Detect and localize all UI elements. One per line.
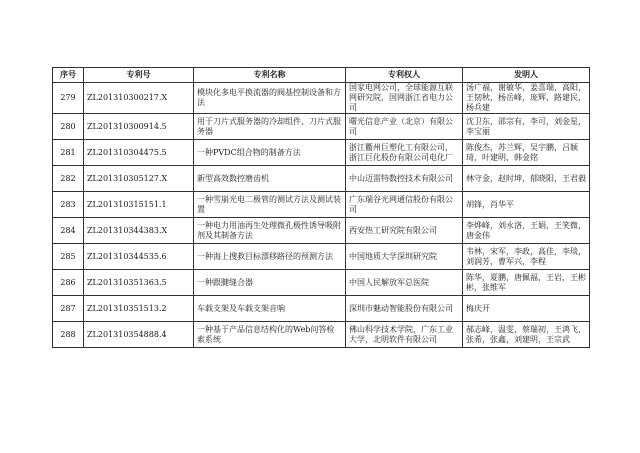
row-inventor: 胡锋，肖华平 <box>463 192 590 218</box>
row-inventor: 梅庆开 <box>463 296 590 322</box>
table-row <box>53 218 590 244</box>
row-owner: 中国地质大学深圳研究院 <box>346 244 463 270</box>
row-inventor: 李烨峰，刘永洛，王娟，王笑微，唐金伟 <box>463 218 590 244</box>
row-no: 279 <box>53 83 84 114</box>
row-patent-name: 用于刀片式服务器的冷却组件、刀片式服务器 <box>194 114 346 140</box>
row-patent-id: ZL201310304475.5 <box>84 140 194 166</box>
header-patent-id: 专利号 <box>84 68 194 83</box>
row-patent-id: ZL201310351363.5 <box>84 270 194 296</box>
row-patent-id: ZL201310305127.X <box>84 166 194 192</box>
row-owner: 西安热工研究院有限公司 <box>346 218 463 244</box>
row-patent-name: 模块化多电平换流器的阀基控制设备和方法 <box>194 83 346 114</box>
table-row <box>53 140 590 166</box>
row-patent-name: 一种基于产品信息结构化的Web问答检索系统 <box>194 322 346 348</box>
table-row <box>53 322 590 348</box>
row-owner: 佛山科学技术学院，广东工业大学，北明软件有限公司 <box>346 322 463 348</box>
row-no: 281 <box>53 140 84 166</box>
row-inventor: 韦林，宋军，李政，高佳，李琰，刘润芳，曹军兴，李程 <box>463 244 590 270</box>
row-patent-name: 一种跟腱缝合器 <box>194 270 346 296</box>
table-header-row <box>53 68 590 83</box>
header-inventor: 发明人 <box>463 68 590 83</box>
row-owner: 国家电网公司，全球能源互联网研究院，国网浙江省电力公司 <box>346 83 463 114</box>
row-owner: 曙光信息产业（北京）有限公司 <box>346 114 463 140</box>
row-no: 283 <box>53 192 84 218</box>
row-no: 284 <box>53 218 84 244</box>
row-patent-name: 一种海上搜救目标漂移路径的预测方法 <box>194 244 346 270</box>
row-inventor: 汤广福，谢敏华，姜喜瑞，高阳，王韧秋，杨岳峰，庞辉，路建民，杨兵建 <box>463 83 590 114</box>
row-no: 287 <box>53 296 84 322</box>
row-patent-id: ZL201310344535.6 <box>84 244 194 270</box>
row-owner: 广东瑞谷光网通信股份有限公司 <box>346 192 463 218</box>
row-inventor: 陈俊杰，苏兰辉，吴宇鹏，吕颖琦，叶建明，韩金铭 <box>463 140 590 166</box>
table-row <box>53 296 590 322</box>
row-patent-name: 一种电力用油再生处理微孔极性诱导吸附剂及其制备方法 <box>194 218 346 244</box>
row-inventor: 林守金，赵时坤，郁晓阳，王君毅 <box>463 166 590 192</box>
table-row <box>53 166 590 192</box>
table-row <box>53 114 590 140</box>
row-owner: 中山迈雷特数控技术有限公司 <box>346 166 463 192</box>
table-row <box>53 192 590 218</box>
row-patent-id: ZL201310315151.1 <box>84 192 194 218</box>
row-patent-id: ZL201310300914.5 <box>84 114 194 140</box>
row-patent-id: ZL201310344383.X <box>84 218 194 244</box>
table-row <box>53 244 590 270</box>
row-no: 286 <box>53 270 84 296</box>
row-no: 280 <box>53 114 84 140</box>
row-patent-name: 新型高效数控磨齿机 <box>194 166 346 192</box>
row-patent-id: ZL201310354888.4 <box>84 322 194 348</box>
row-patent-id: ZL201310300217.X <box>84 83 194 114</box>
header-no: 序号 <box>53 68 84 83</box>
patent-table <box>52 67 590 348</box>
row-patent-name: 一种雪崩光电二极管的测试方法及测试装置 <box>194 192 346 218</box>
header-patent-name: 专利名称 <box>194 68 346 83</box>
table-row <box>53 270 590 296</box>
row-owner: 浙江衢州巨塑化工有限公司，浙江巨化股份有限公司电化厂 <box>346 140 463 166</box>
row-inventor: 郝志峰，温雯，蔡瑞初，王鸿飞，张希，张鑫，刘建明，王宗武 <box>463 322 590 348</box>
row-owner: 中国人民解放军总医院 <box>346 270 463 296</box>
row-no: 288 <box>53 322 84 348</box>
row-patent-id: ZL201310351513.2 <box>84 296 194 322</box>
row-inventor: 陈华，夏鹏，唐佩福，王岩，王彬彬，张维军 <box>463 270 590 296</box>
row-patent-name: 一种PVDC组合物的制备方法 <box>194 140 346 166</box>
row-inventor: 沈卫东，邵宗有，李可，刘金星，李宝丽 <box>463 114 590 140</box>
table-row <box>53 83 590 114</box>
row-no: 285 <box>53 244 84 270</box>
header-owner: 专利权人 <box>346 68 463 83</box>
row-no: 282 <box>53 166 84 192</box>
row-patent-name: 车载支架及车载支架音响 <box>194 296 346 322</box>
row-owner: 深圳市魅动智能股份有限公司 <box>346 296 463 322</box>
